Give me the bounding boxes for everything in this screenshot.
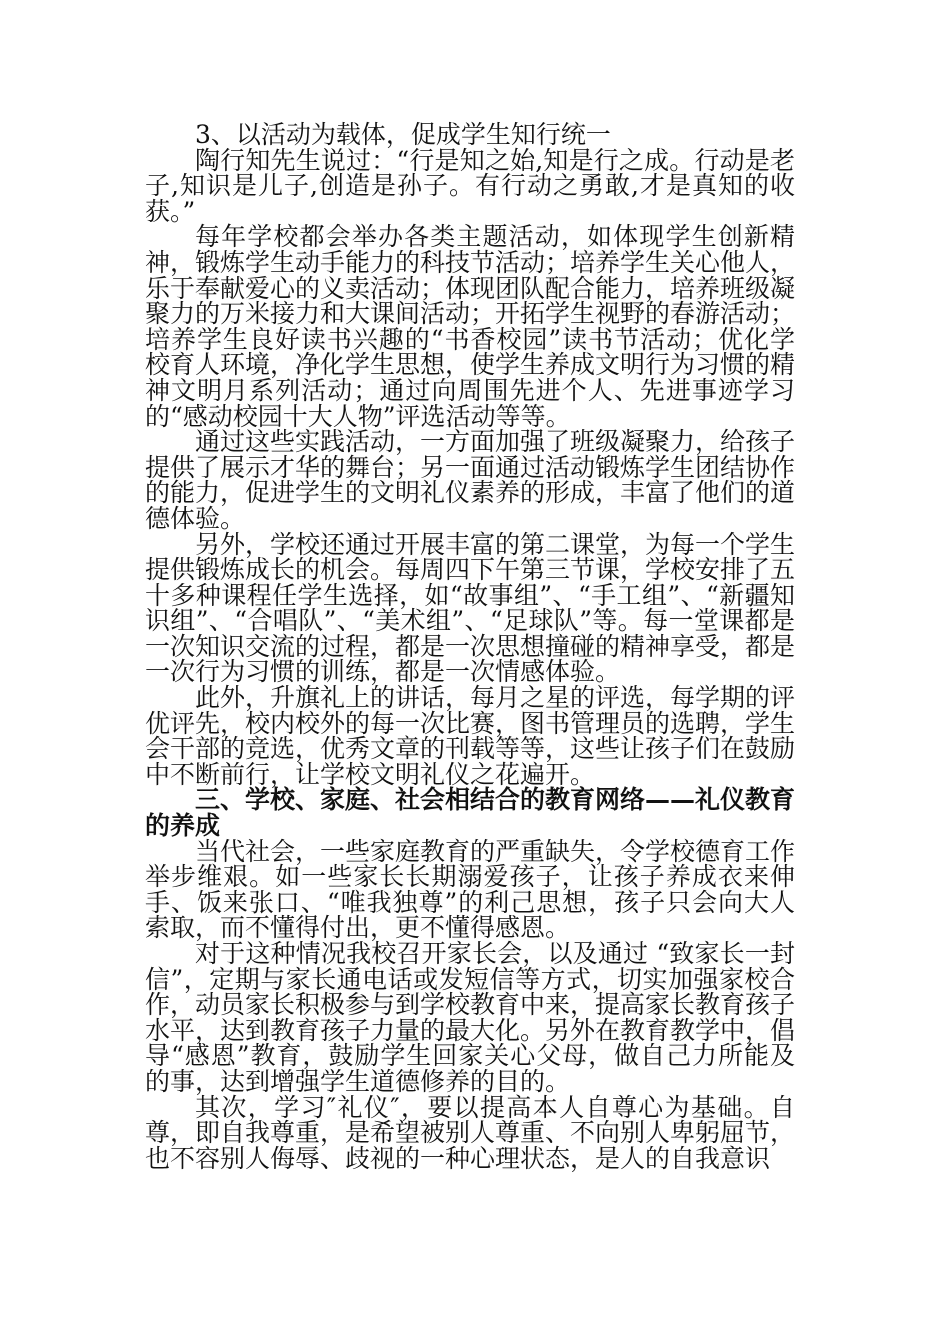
paragraph-family-education: 当代社会，一些家庭教育的严重缺失，令学校德育工作举步维艰。如一些家长长期溺爱孩子，让孩子养成衣来伸手、饭来张口、“唯我独尊”的利己思想，孩子只会向大人索取，而不懂得付出，更不懂得感恩。 <box>145 836 796 943</box>
paragraph-activities: 每年学校都会举办各类主题活动，如体现学生创新精神，锻炼学生动手能力的科技节活动；培养学生关心他人，乐于奉献爱心的义卖活动；体现团队配合能力，培养班级凝聚力的万米接力和大课间活动；开拓学生视野的春游活动；培养学生良好读书兴趣的“书香校园”读书节活动；优化学校育人环境，净化学生思想，使学生养成文明行为习惯的精神文明月系列活动；通过向周围先进个人、先进事迹学习的“感动校园十大人物”评选活动等等。 <box>145 222 796 431</box>
paragraph-quote-tao: 陶行知先生说过：“行是知之始,知是行之成。行动是老子,知识是儿子,创造是孙子。有行动之勇敢,才是真知的收获。” <box>145 145 795 226</box>
paragraph-second-classroom: 另外，学校还通过开展丰富的第二课堂，为每一个学生提供锻炼成长的机会。每周四下午第三节课，学校安排了五十多种课程任学生选择，如“故事组”、“手工组”、“新疆知识组”、“合唱队”、“美术组”、“足球队”等。每一堂课都是一次知识交流的过程，都是一次思想撞碰的精神享受，都是一次行为习惯的训练，都是一次情感体验。 <box>145 529 796 687</box>
paragraph-moreover: 此外，升旗礼上的讲话，每月之星的评选，每学期的评优评先，校内校外的每一次比赛，图书管理员的选聘，学生会干部的竞选，优秀文章的刊载等等，这些让孩子们在鼓励中不断前行，让学校文明礼仪之花遍开。 <box>145 683 796 789</box>
document-body <box>145 122 795 1171</box>
paragraph-practice: 通过这些实践活动，一方面加强了班级凝聚力，给孩子提供了展示才华的舞台；另一面通过活动锻炼学生团结协作的能力，促进学生的文明礼仪素养的形成，丰富了他们的道德体验。 <box>145 427 796 533</box>
paragraph-self-respect: 其次，学习″礼仪″，要以提高本人自尊心为基础。自尊，即自我尊重，是希望被别人尊重、不向别人卑躬屈节，也不容别人侮辱、歧视的一种心理状态，是人的自我意识 <box>145 1092 796 1173</box>
section-heading-3: 三、学校、家庭、社会相结合的教育网络——礼仪教育的养成 <box>145 785 796 841</box>
paragraph-home-school: 对于这种情况我校召开家长会，以及通过 “致家长一封信”，定期与家长通电话或发短信等方式，切实加强家校合作，动员家长积极参与到学校教育中来，提高家长教育孩子水平，达到教育孩子力量的最大化。另外在教育教学中，倡导“感恩”教育，鼓励学生回家关心父母，做自己力所能及的事，达到增强学生道德修养的目的。 <box>145 939 796 1096</box>
subheading-3: 3、以活动为载体，促成学生知行统一 <box>195 120 611 149</box>
